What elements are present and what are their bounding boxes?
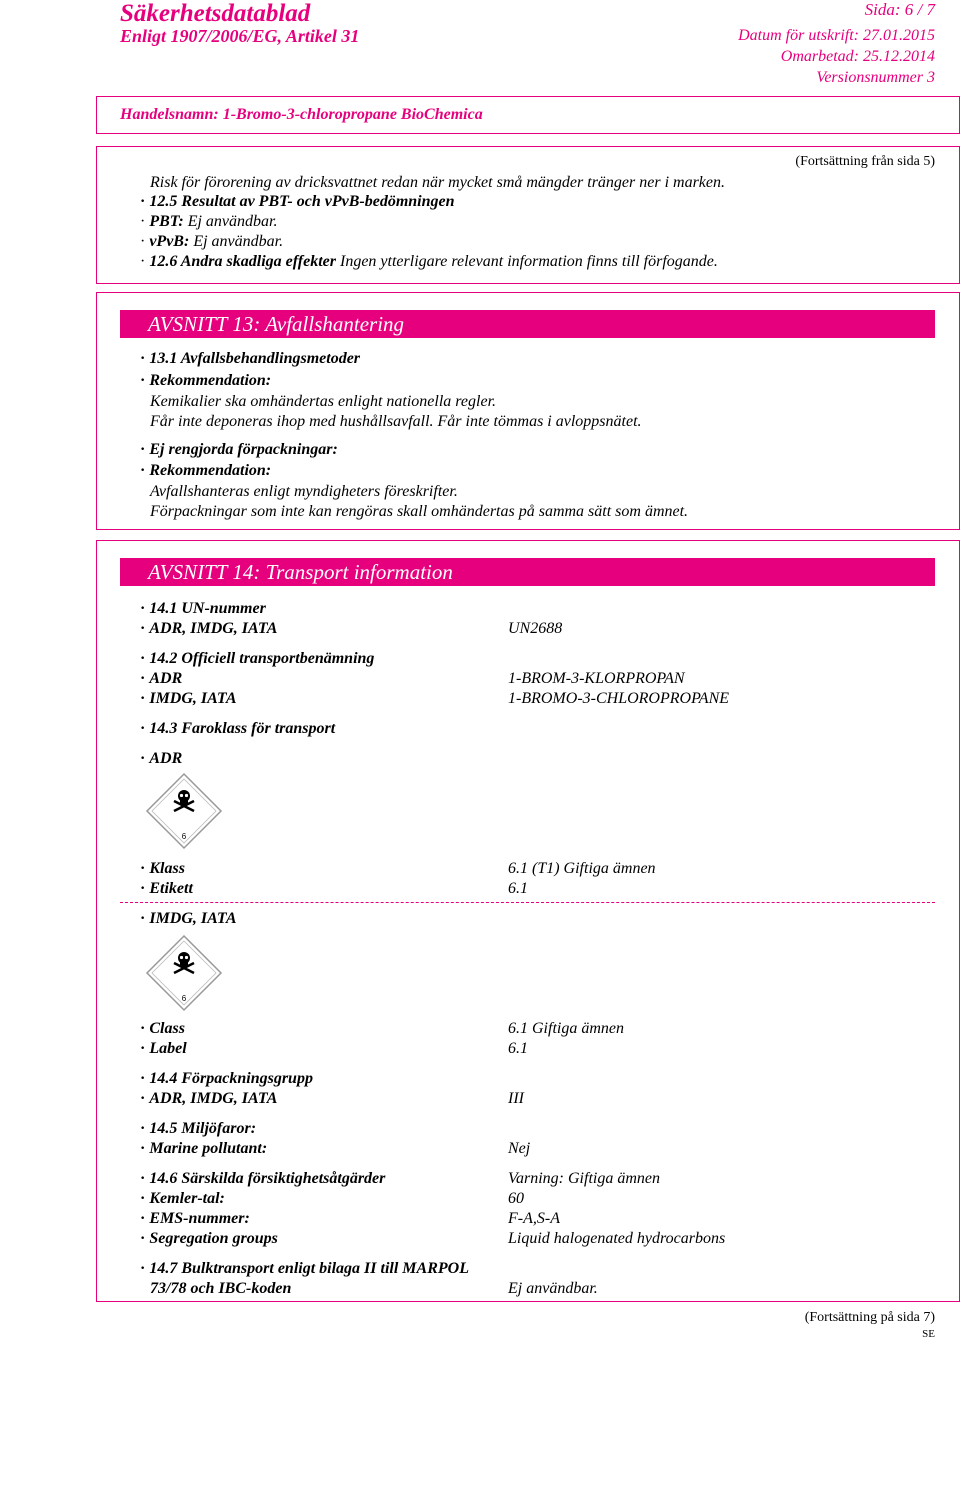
continued-from: (Fortsättning från sida 5) [795,154,935,169]
kemler-value: 60 [508,1190,524,1207]
risk-text: Risk för förorening av dricksvattnet redan när mycket små mängder tränger ner i marken. [150,174,726,191]
class-label: · Class [140,1020,185,1038]
section-12-5-heading: · 12.5 Resultat av PBT- och vPvB-bedömningen [140,193,455,211]
adr-class-label: · ADR [140,750,182,768]
un-number-label: · ADR, IMDG, IATA [140,620,277,638]
imdg-class-label: · IMDG, IATA [140,910,236,928]
pbt-row [140,213,277,231]
section-14-6-heading: · 14.6 Särskilda försiktighetsåtgärder [140,1170,385,1188]
section-14-2-heading: · 14.2 Officiell transportbenämning [140,650,374,668]
etikett-value: 6.1 [508,880,528,897]
section-14-1-heading: · 14.1 UN-nummer [140,600,266,618]
pictogram-number-imdg: 6 [181,994,187,1003]
adr-name-label: · ADR [140,670,182,688]
section-12-6-value: Ingen ytterligare relevant information finns till förfogande. [340,253,718,270]
page-number: Sida: 6 / 7 [864,0,935,19]
pbt-value: Ej användbar. [187,213,278,230]
section-14-4-heading: · 14.4 Förpackningsgrupp [140,1070,313,1088]
marine-pollutant-value: Nej [508,1140,531,1157]
revision-date: Omarbetad: 25.12.2014 [780,48,935,65]
klass-label: · Klass [140,860,185,878]
packaging-recommendation-label: · Rekommendation: [140,462,271,480]
segregation-value: Liquid halogenated hydrocarbons [508,1230,726,1247]
adr-name-value: 1-BROM-3-KLORPROPAN [508,670,685,687]
recommendation-label: · Rekommendation: [140,372,271,390]
section-14-7-value: Ej användbar. [508,1280,598,1297]
pbt-label: PBT: [149,213,184,230]
section-14-5-heading: · 14.5 Miljöfaror: [140,1120,256,1138]
ems-value: F-A,S-A [508,1210,560,1227]
language-code: SE [922,1328,935,1340]
vpvb-label: vPvB: [149,233,190,250]
packaging-line-2: Förpackningar som inte kan rengöras skall omhändertas på samma sätt som ämnet. [150,503,689,520]
print-date: Datum för utskrift: 27.01.2015 [738,27,935,44]
section-14-7-heading: · 14.7 Bulktransport enligt bilaga II till MARPOL [140,1260,469,1278]
continued-on: (Fortsättning på sida 7) [804,1310,935,1325]
section-13-heading: AVSNITT 13: Avfallshantering [120,310,935,338]
section-13-1-heading: · 13.1 Avfallsbehandlingsmetoder [140,350,360,368]
vpvb-row [140,233,283,251]
section-12-6-row [140,253,718,271]
document-subtitle: Enligt 1907/2006/EG, Artikel 31 [120,26,360,46]
recommendation-line-1: Kemikalier ska omhändertas enlight nationella regler. [150,393,497,410]
etikett-label: · Etikett [140,880,193,898]
class-value: 6.1 Giftiga ämnen [508,1020,624,1037]
kemler-label: · Kemler-tal: [140,1190,225,1208]
vpvb-value: Ej användbar. [193,233,284,250]
dashed-divider [120,902,935,903]
section-14-heading: AVSNITT 14: Transport information [120,558,935,586]
packing-group-label: · ADR, IMDG, IATA [140,1090,277,1108]
section-14-6-value: Varning: Giftiga ämnen [508,1170,660,1187]
toxic-pictogram-imdg-icon [145,934,223,1012]
toxic-pictogram-adr-icon [145,772,223,850]
un-number-value: UN2688 [508,620,563,637]
version-number: Versionsnummer 3 [816,69,935,86]
packing-group-value: III [508,1090,524,1107]
label-value: 6.1 [508,1040,528,1057]
imdg-name-value: 1-BROMO-3-CHLOROPROPANE [508,690,730,707]
imdg-name-label: · IMDG, IATA [140,690,236,708]
section-12-6-label: 12.6 Andra skadliga effekter [149,253,336,270]
klass-value: 6.1 (T1) Giftiga ämnen [508,860,656,877]
label-label: · Label [140,1040,187,1058]
packaging-line-1: Avfallshanteras enligt myndigheters föreskrifter. [150,483,458,500]
pictogram-number-adr: 6 [181,832,187,841]
segregation-label: · Segregation groups [140,1230,278,1248]
recommendation-line-2: Får inte deponeras ihop med hushållsavfall. Får inte tömmas i avloppsnätet. [150,413,642,430]
section-14-7-heading-line-2: 73/78 och IBC-koden [150,1280,292,1297]
section-14-3-heading: · 14.3 Faroklass för transport [140,720,335,738]
ems-label: · EMS-nummer: [140,1210,250,1228]
trade-name: Handelsnamn: 1-Bromo-3-chloropropane BioChemica [120,106,483,123]
uncleaned-packaging-heading: · Ej rengjorda förpackningar: [140,441,338,459]
marine-pollutant-label: · Marine pollutant: [140,1140,267,1158]
document-title: Säkerhetsdatablad [120,0,311,27]
